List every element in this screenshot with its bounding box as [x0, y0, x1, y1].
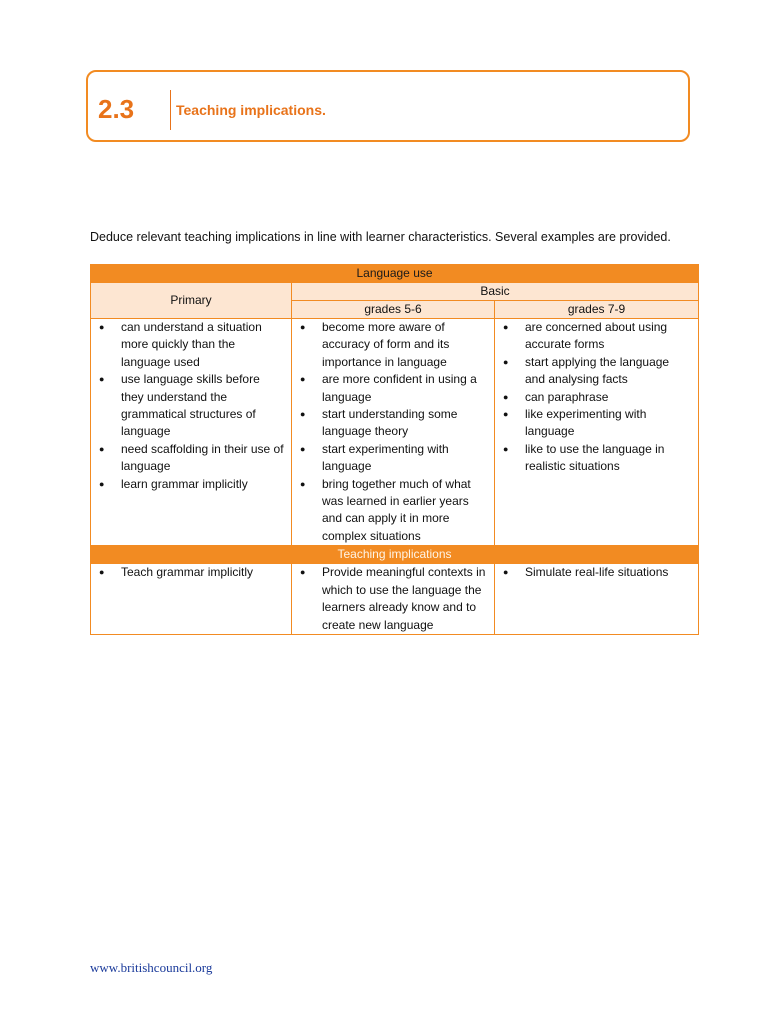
list-item: ● Provide meaningful contexts in which to use the language the learners already know and to create new language	[298, 564, 488, 634]
list-item: ● Teach grammar implicitly	[97, 564, 285, 581]
primary-header: Primary	[91, 283, 292, 319]
language-use-table	[90, 264, 699, 635]
implications-header	[91, 546, 699, 564]
list-item: ● use language skills before they understand the grammatical structures of language	[97, 371, 285, 441]
list-item: ● can paraphrase	[501, 389, 692, 406]
list-item: ● learn grammar implicitly	[97, 476, 285, 493]
grades-5-6-characteristics-cell	[292, 319, 495, 546]
section-header-box	[86, 70, 690, 142]
list-item: ● like to use the language in realistic situations	[501, 441, 692, 476]
section-title: Teaching implications.	[176, 102, 326, 118]
primary-characteristics-cell	[91, 319, 292, 546]
list-item: ● start experimenting with language	[298, 441, 488, 476]
list-item: ● can understand a situation more quickly than the language used	[97, 319, 285, 371]
grades-7-9-implications-cell	[495, 564, 699, 635]
list-item: ● like experimenting with language	[501, 406, 692, 441]
primary-implications-cell	[91, 564, 292, 635]
header-divider	[170, 90, 171, 130]
list-item: ● are concerned about using accurate forms	[501, 319, 692, 354]
list-item: ● become more aware of accuracy of form and its importance in language	[298, 319, 488, 371]
top-header-label: Language use	[356, 266, 433, 280]
section-number: 2.3	[98, 94, 135, 124]
footer-website-link[interactable]: www.britishcouncil.org	[90, 960, 213, 975]
list-item: ● are more confident in using a language	[298, 371, 488, 406]
implications-header-label: Teaching implications	[337, 547, 452, 562]
grades-5-6-implications-cell	[292, 564, 495, 635]
grades-7-9-header: grades 7-9	[495, 301, 699, 319]
intro-text: Deduce relevant teaching implications in line with learner characteristics. Several examples are provided.	[90, 230, 671, 244]
table-top-header	[91, 265, 699, 283]
list-item: ● start applying the language and analysing facts	[501, 354, 692, 389]
list-item: ● start understanding some language theory	[298, 406, 488, 441]
list-item: ● Simulate real-life situations	[501, 564, 692, 581]
basic-header: Basic	[292, 283, 699, 301]
grades-5-6-header: grades 5-6	[292, 301, 495, 319]
list-item: ● bring together much of what was learned in earlier years and can apply it in more complex situations	[298, 476, 488, 546]
list-item: ● need scaffolding in their use of language	[97, 441, 285, 476]
grades-7-9-characteristics-cell	[495, 319, 699, 546]
